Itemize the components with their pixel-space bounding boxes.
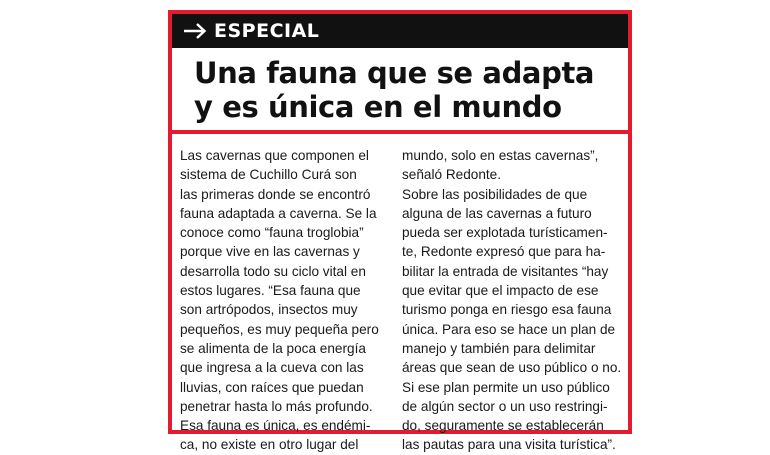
article-body: [172, 134, 628, 453]
body-line: desarrolla todo su ciclo vital en: [180, 263, 366, 279]
body-line: Sobre las posibilidades de que: [402, 186, 588, 202]
body-line: las pautas para una visita turística”.: [402, 437, 616, 453]
body-line: las primeras donde se encontró: [180, 186, 371, 202]
body-line: son artrópodos, insectos muy: [180, 302, 358, 318]
arrow-right-icon: [182, 21, 208, 41]
body-line: manejo y también para delimitar: [402, 340, 596, 356]
headline-line: Una fauna que se adapta: [194, 56, 595, 90]
body-line: única. Para eso se hace un plan de: [402, 321, 616, 337]
section-label: ESPECIAL: [214, 20, 320, 42]
body-line: do, seguramente se establecerán: [402, 418, 604, 434]
body-line: Esa fauna es única, es endémi-: [180, 418, 371, 434]
body-line: áreas que sean de uso público o no.: [402, 360, 622, 376]
body-line: conoce como “fauna troglobia”: [180, 225, 364, 241]
article-box: [168, 10, 632, 453]
body-line: pequeños, es muy pequeña pero: [180, 321, 379, 337]
body-column-right: [402, 146, 620, 455]
body-line: porque vive en las cavernas y: [180, 244, 360, 260]
body-line: de algún sector o un uso restringi-: [402, 398, 608, 414]
body-line: se alimenta de la poca energía: [180, 340, 366, 356]
body-line: sistema de Cuchillo Curá son: [180, 167, 357, 183]
body-line: que ingresa a la cueva con las: [180, 360, 364, 376]
body-line: ca, no existe en otro lugar del: [180, 437, 359, 453]
body-line: fauna adaptada a caverna. Se la: [180, 205, 377, 221]
body-line: estos lugares. “Esa fauna que: [180, 283, 361, 299]
headline-line: y es única en el mundo: [194, 90, 562, 124]
body-line: pueda ser explotada turísticamen-: [402, 225, 608, 241]
body-line: Si ese plan permite un uso público: [402, 379, 610, 395]
body-line: que evitar que el impacto de ese: [402, 283, 599, 299]
headline: [194, 56, 618, 124]
article-header: [172, 14, 628, 134]
body-line: lluvias, con raíces que puedan: [180, 379, 364, 395]
body-line: mundo, solo en estas cavernas”,: [402, 148, 599, 163]
body-line: alguna de las cavernas a futuro: [402, 205, 592, 221]
body-line: bilitar la entrada de visitantes “hay: [402, 263, 609, 279]
body-line: Las cavernas que componen el: [180, 148, 369, 163]
body-column-left: [180, 146, 392, 455]
body-line: señaló Redonte.: [402, 167, 502, 183]
section-bar: [172, 14, 628, 48]
body-line: te, Redonte expresó que para ha-: [402, 244, 606, 260]
body-line: turismo ponga en riesgo esa fauna: [402, 302, 612, 318]
body-line: penetrar hasta lo más profundo.: [180, 398, 373, 414]
